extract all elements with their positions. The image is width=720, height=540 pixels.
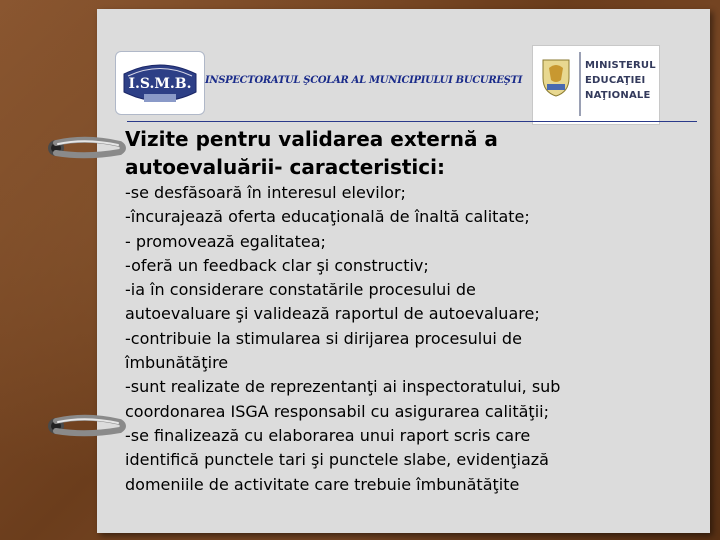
title-line-2: autoevaluării- caracteristici:: [125, 155, 445, 179]
list-item: coordonarea ISGA responsabil cu asigurarea calităţii;: [125, 401, 549, 421]
title-line-1: Vizite pentru validarea externă a: [125, 127, 498, 151]
list-item: identifică punctele tari şi punctele slabe, evidenţiază: [125, 450, 549, 470]
characteristics-list: [125, 181, 705, 497]
slide-page: [97, 9, 710, 533]
slide-title: [125, 125, 685, 181]
ministry-line-1: MINISTERUL: [585, 60, 656, 71]
binder-ring-bottom: [46, 412, 126, 440]
list-item: -ia în considerare constatările procesului de: [125, 280, 476, 300]
ministry-line-2: EDUCAŢIEI: [585, 75, 646, 86]
header: [97, 9, 710, 127]
ministry-logo: [532, 45, 660, 125]
list-item: autoevaluare şi validează raportul de autoevaluare;: [125, 304, 540, 324]
ministry-text: [585, 58, 655, 103]
inspectorate-title: INSPECTORATUL ŞCOLAR AL MUNICIPIULUI BUCUREŞTI: [205, 75, 523, 86]
list-item: -se finalizează cu elaborarea unui raport scris care: [125, 425, 531, 445]
header-divider: [127, 121, 697, 122]
binder-ring-top: [46, 134, 126, 162]
list-item: -oferă un feedback clar şi constructiv;: [125, 255, 429, 275]
ministry-separator: [579, 52, 581, 116]
list-item: îmbunătăţire: [125, 353, 229, 373]
list-item: domeniile de activitate care trebuie îmbunătăţite: [125, 474, 520, 494]
ismb-logo-text: I.S.M.B.: [128, 76, 192, 92]
ministry-line-3: NAŢIONALE: [585, 90, 651, 101]
list-item: -încurajează oferta educaţională de înaltă calitate;: [125, 207, 530, 227]
ismb-logo: [115, 51, 205, 115]
list-item: - promovează egalitatea;: [125, 231, 326, 251]
list-item: -sunt realizate de reprezentanţi ai inspectoratului, sub: [125, 377, 561, 397]
coat-of-arms-icon: [539, 56, 573, 98]
list-item: -se desfăsoară în interesul elevilor;: [125, 183, 406, 202]
list-item: -contribuie la stimularea si dirijarea procesului de: [125, 328, 522, 348]
